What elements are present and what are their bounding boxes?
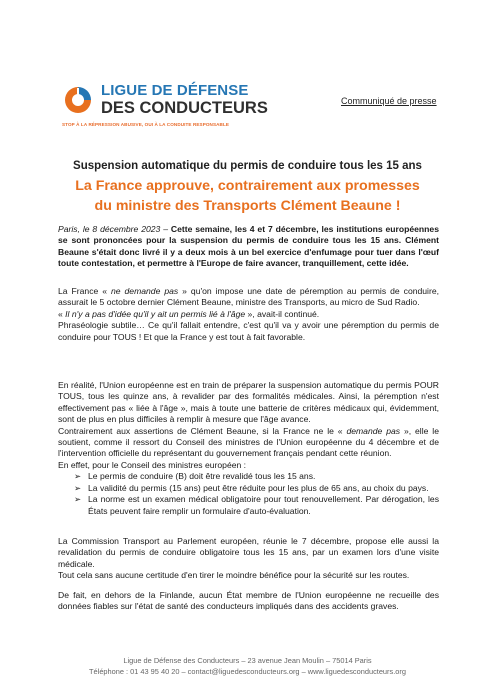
main-heading: Suspension automatique du permis de conduire tous les 15 ans: [73, 160, 422, 172]
place-date: Paris, le 8 décembre 2023: [58, 224, 161, 234]
logo-tagline: STOP À LA RÉPRESSION ABUSIVE, OUI À LA CONDUITE RESPONSABLE: [62, 122, 230, 127]
finland-text: De fait, en dehors de la Finlande, aucun État membre de l'Union européenne ne recueille des données fiables sur l'état de santé des conducteurs impliqués dans des accidents graves.: [58, 590, 439, 612]
quote-text: Il n'y a pas d'idée qu'il y ait un permis lié à l'âge: [65, 308, 246, 319]
logo-title-line2: DES CONDUCTEURS: [101, 99, 268, 117]
text-run: La France «: [58, 286, 111, 296]
list-item-text: Le permis de conduire (B) doit être revalidé tous les 15 ans.: [88, 471, 316, 482]
list-item: [58, 494, 439, 517]
quote-text: demande pas: [346, 425, 401, 436]
sub-heading: [0, 176, 495, 216]
text-run: », elle le soutient, comme il ressort du Conseil des ministres de l'Union européenne du 4 décembre et de l'intervention officielle du représentant du gouvernement français pendant cette réunion.: [58, 425, 439, 459]
list-item: [58, 471, 439, 482]
council-list-section: [58, 460, 439, 517]
footer-contact: Téléphone : 01 43 95 40 20 – contact@liguedesconducteurs.org – www.liguedesconducteurs.org: [89, 666, 406, 676]
lead-bold-text: Cette semaine, les 4 et 7 décembre, les institutions européennes se sont prononcées pour la suspension du permis de conduire tous les 15 ans. Clément Beaune s'était donc livré il y a deux mois à un bel exercice d'enfumage pour tuer dans l'œuf toute contestation, et permettre à l'Europe de faire avancer, tranquillement, cette idée.: [58, 224, 439, 269]
quote-text: ne demande pas: [111, 286, 179, 296]
council-intro: En effet, pour le Conseil des ministres européen :: [58, 460, 247, 470]
text-run: Contrairement aux assertions de Clément Beaune, si la France ne le «: [58, 425, 347, 436]
beaune-quote-paragraph: [58, 286, 439, 343]
logo-title-line1: LIGUE DE DÉFENSE: [101, 82, 249, 99]
text-run: », avait-il continué.: [245, 308, 320, 319]
list-item-text: La validité du permis (15 ans) peut être réduite pour les plus de 65 ans, au choix du pays.: [88, 482, 429, 493]
commission-text: La Commission Transport au Parlement européen, réunie le 7 décembre, propose elle aussi la revalidation du permis de conduire obligatoire tous les 15 ans, par un examen lors d'une visite médicale.: [58, 536, 439, 569]
text-run: «: [58, 308, 66, 319]
lead-dash: –: [160, 224, 171, 234]
sub-heading-line2: du ministre des Transports Clément Beaune !: [94, 198, 401, 214]
page-footer: [0, 656, 495, 677]
lead-paragraph: [58, 224, 439, 270]
text-run: » qu'on impose une date de péremption au permis de conduire, assurait le 5 octobre dernier Clément Beaune, ministre des Transports, au micro de Sud Radio.: [58, 286, 439, 308]
finland-paragraph: [58, 590, 439, 613]
sub-heading-line1: La France approuve, contrairement aux promesses: [75, 178, 420, 194]
ldc-logo-mark-icon: [62, 84, 94, 116]
list-item: [58, 483, 439, 494]
council-list: [58, 471, 439, 517]
uncertainty-text: Tout cela sans aucune certitude d'en tirer le moindre bénéfice pour la sécurité sur les routes.: [58, 570, 410, 581]
eu-reality-text: En réalité, l'Union européenne est en train de préparer la suspension automatique du permis POUR TOUS, tous les quinze ans, à revalider par des formalités médicales. Ainsi, la péremption n'est effectivement pas « liée à l'âge », mais à toute une batterie de critères médicaux qui, évidemment, sont de plus en plus difficiles à remplir à mesure que l'âge avance.: [58, 380, 439, 425]
commission-paragraph: [58, 536, 439, 582]
arrow-bullet-icon: ➢: [74, 471, 82, 482]
footer-address: Ligue de Défense des Conducteurs – 23 avenue Jean Moulin – 75014 Paris: [123, 656, 372, 665]
eu-reality-paragraph: [58, 380, 439, 460]
press-release-label: Communiqué de presse: [341, 96, 437, 106]
ldc-logo: [58, 78, 268, 138]
arrow-bullet-icon: ➢: [74, 494, 82, 505]
arrow-bullet-icon: ➢: [74, 482, 82, 493]
list-item-text: La norme est un examen médical obligatoire pour tout renouvellement. Par dérogation, les États peuvent faire remplir un formulaire d'auto-évaluation.: [88, 494, 439, 516]
phraseology-text: Phraséologie subtile… Ce qu'il fallait entendre, c'est qu'il va y avoir une péremption du permis de conduire pour TOUS ! Et que la France y est tout à fait favorable.: [58, 320, 439, 342]
